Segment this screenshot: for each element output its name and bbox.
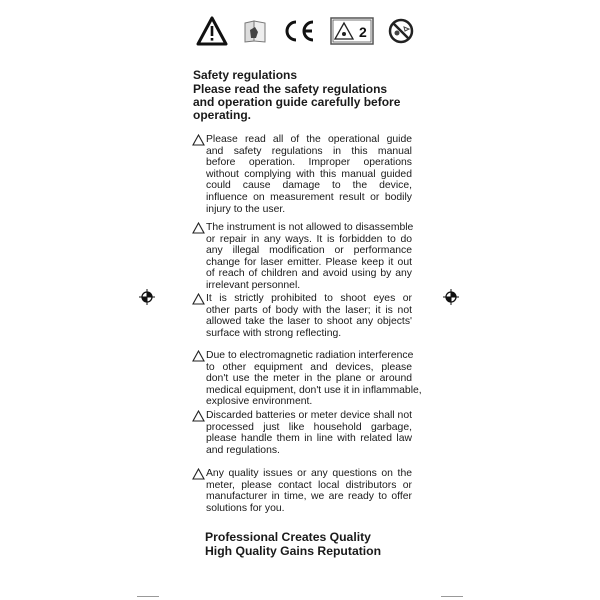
safety-item-line: to other equipment and devices, please [206, 361, 412, 373]
read-manual-icon [242, 18, 268, 44]
safety-item-line: influence on measurement result or bodily [206, 191, 412, 203]
safety-item-line: The instrument is not allowed to disassemble [206, 222, 414, 233]
safety-item-line: any illegal modification or performance [206, 245, 412, 257]
safety-item-line: It is strictly prohibited to shoot eyes or [206, 293, 412, 304]
subtitle-line: operating. [193, 108, 252, 122]
warning-icon [192, 134, 205, 146]
safety-item [192, 222, 412, 292]
warning-icon [192, 468, 205, 480]
section-title: Safety regulations [193, 68, 298, 82]
laser-class-2-icon [330, 17, 374, 45]
safety-item-line: change for laser emitter. Please keep it out [206, 256, 412, 268]
warning-icon [192, 222, 205, 234]
crop-mark [137, 596, 159, 597]
slogan-line: Professional Creates Quality [205, 530, 371, 544]
safety-item-line: medical equipment, don't use it in inflammable, [206, 384, 422, 396]
warning-icon [192, 350, 205, 362]
warning-icon [196, 16, 228, 46]
safety-item-line: Discarded batteries or meter device shall not [206, 410, 412, 421]
safety-item [192, 293, 412, 339]
safety-item [192, 350, 422, 408]
safety-item-line: before operation. Improper operations [206, 157, 412, 169]
subtitle-line: and operation guide carefully before [193, 95, 401, 109]
no-eye-exposure-icon [388, 18, 414, 44]
safety-item-line: don't use the meter in the plane or around [206, 373, 412, 385]
safety-item-line: could cause damage to the device, [206, 180, 412, 192]
safety-item [192, 410, 412, 456]
safety-item-line: explosive environment. [206, 396, 313, 408]
warning-icon [192, 410, 205, 422]
safety-item-line: other parts of body with the laser; it is not [206, 304, 412, 316]
safety-item-line: allowed take the laser to shoot any objects' [206, 316, 412, 328]
safety-item-line: or repair in any ways. It is forbidden to do [206, 233, 412, 245]
safety-item-line: Please read all of the operational guide [206, 134, 412, 145]
safety-item-line: and regulations. [206, 444, 280, 456]
ce-mark-icon [282, 19, 316, 43]
warning-icon [192, 293, 205, 305]
safety-item-line: manufacturer in time, we are ready to offer [206, 491, 412, 503]
crop-mark [441, 596, 463, 597]
safety-item-line: meter, please contact local distributors or [206, 479, 412, 491]
subtitle-line: Please read the safety regulations [193, 82, 388, 96]
laser-class-label: 2 [359, 24, 367, 40]
registration-mark-icon [139, 289, 155, 305]
safety-item-line: injury to the user. [206, 203, 286, 215]
section-subtitle [193, 83, 400, 122]
safety-item-line: please handle them in line with related law [206, 433, 412, 445]
safety-item-line: without complying with this manual guided [206, 168, 412, 180]
safety-item-line: Due to electromagnetic radiation interference [206, 350, 414, 361]
safety-icons-row [196, 16, 414, 46]
registration-mark-icon [443, 289, 459, 305]
slogan [205, 530, 381, 558]
slogan-line: High Quality Gains Reputation [205, 544, 382, 558]
safety-item-line: solutions for you. [206, 502, 285, 514]
safety-item [192, 468, 412, 514]
safety-item-line: surface with strong reflecting. [206, 327, 342, 339]
safety-item-line: processed just like household garbage, [206, 421, 412, 433]
safety-item [192, 134, 412, 215]
safety-item-line: of reach of children and avoid using by any [206, 268, 412, 280]
safety-item-line: Any quality issues or any questions on the [206, 468, 412, 479]
safety-item-line: irrelevant personnel. [206, 279, 301, 291]
safety-item-line: and safety regulations in this manual [206, 145, 412, 157]
